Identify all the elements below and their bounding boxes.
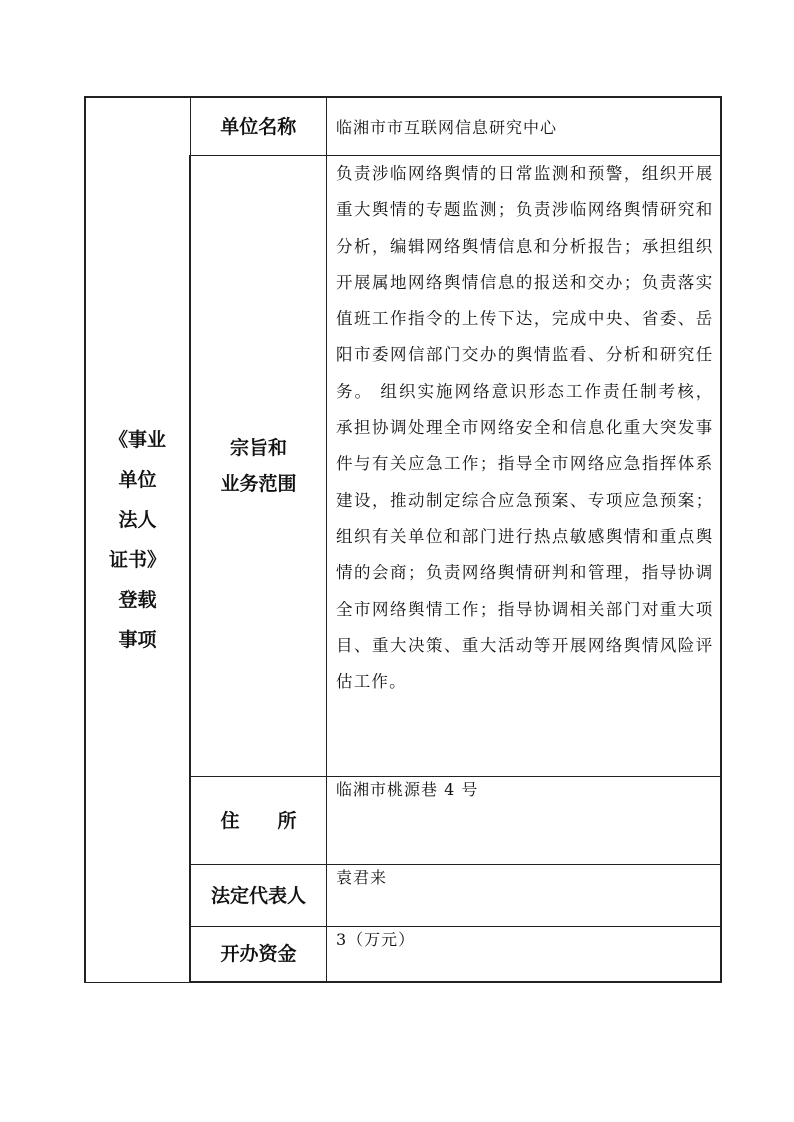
side-title-line: 单位: [118, 468, 157, 491]
capital-label: 开办资金: [190, 927, 327, 983]
scope-label-line1: 宗旨和: [229, 437, 287, 459]
address-label-text: 住所: [220, 809, 335, 832]
unit-name-value: 临湘市市互联网信息研究中心: [327, 97, 721, 156]
address-value: 临湘市桃源巷 4 号: [327, 777, 721, 865]
side-title-line: 法人: [118, 508, 157, 531]
legal-rep-label: 法定代表人: [190, 865, 327, 927]
side-title-line: 《事业: [108, 428, 166, 451]
scope-label: [190, 156, 327, 777]
registration-table: [84, 96, 722, 983]
side-title-line: 事项: [118, 628, 157, 651]
unit-name-label: 单位名称: [190, 97, 327, 156]
side-title: [85, 97, 190, 982]
address-label: [190, 777, 335, 865]
legal-rep-value: 袁君来: [327, 865, 721, 927]
scope-label-line2: 业务范围: [220, 473, 297, 495]
side-title-line: 登载: [118, 588, 157, 611]
side-title-line: 证书》: [108, 548, 166, 571]
scope-value: 负责涉临网络舆情的日常监测和预警，组织开展重大舆情的专题监测；负责涉临网络舆情研究和分析，编辑网络舆情信息和分析报告；承担组织开展属地网络舆情信息的报送和交办；负责落实值班工作指令的上传下达，完成中央、省委、岳阳市委网信部门交办的舆情监看、分析和研究任务。 组织实施网络意识形态工作责任制考核，承担协调处理全市网络安全和信息化重大突发事件与有关应急工作；指导全市网络应急指挥体系建设，推动制定综合应急预案、专项应急预案；组织有关单位和部门进行热点敏感舆情和重点舆情的会商；负责网络舆情研判和管理，指导协调全市网络舆情工作；指导协调相关部门对重大项目、重大决策、重大活动等开展网络舆情风险评估工作。: [327, 156, 721, 777]
capital-value: 3（万元）: [327, 927, 721, 983]
